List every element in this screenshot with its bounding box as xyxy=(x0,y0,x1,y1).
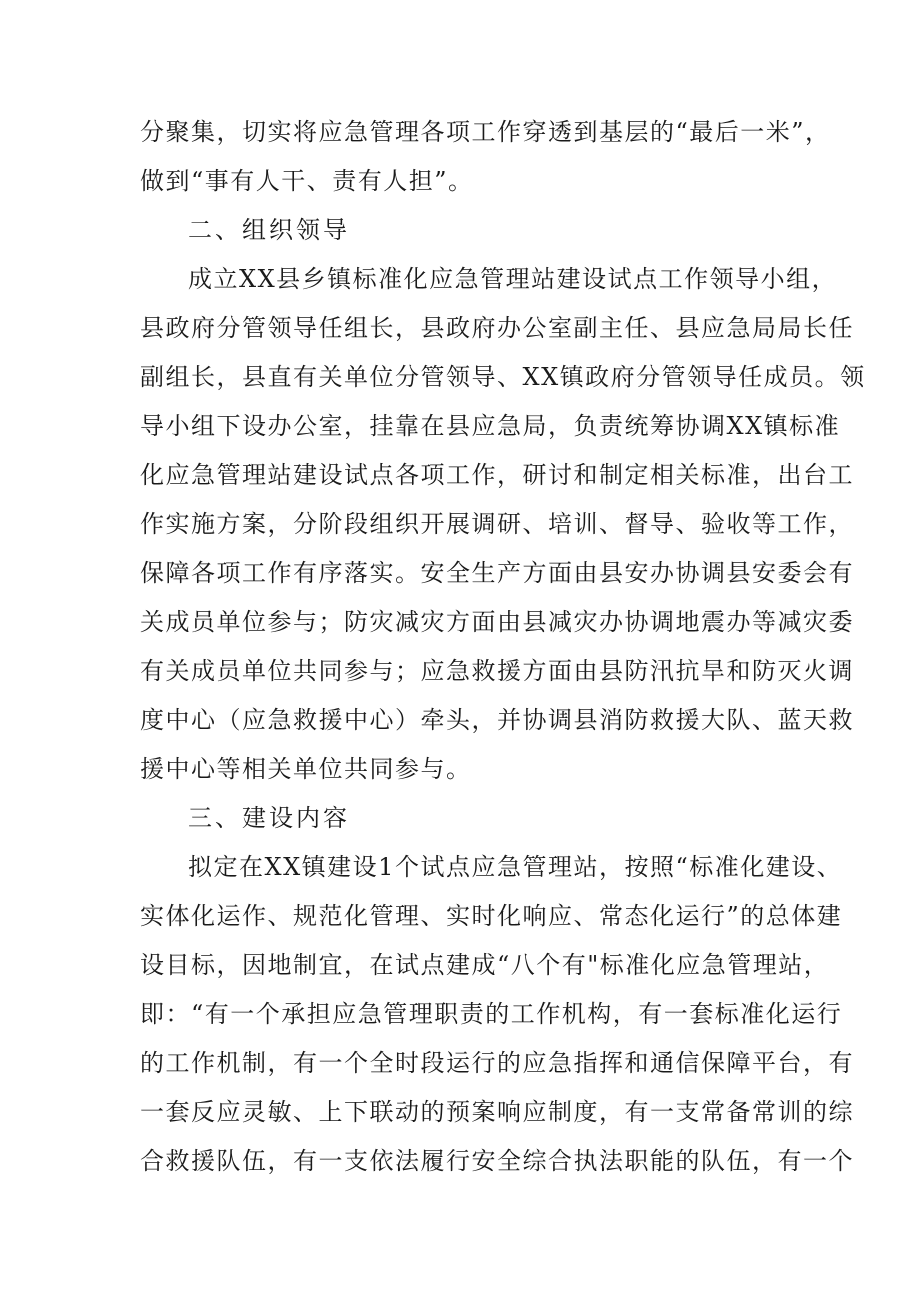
body-text-line: 保障各项工作有序落实。安全生产方面由县安办协调县安委会有 xyxy=(140,559,854,587)
body-text-line: 实体化运作、规范化管理、实时化响应、常态化运行”的总体建 xyxy=(140,902,843,930)
body-text-line: 分聚集，切实将应急管理各项工作穿透到基层的“最后一米”， xyxy=(140,118,831,146)
section-heading-organization: 二、组织领导 xyxy=(188,216,350,244)
body-text-line: 度中心（应急救援中心）牵头，并协调县消防救援大队、蓝天救 xyxy=(140,706,854,734)
body-text-line: 化应急管理站建设试点各项工作，研讨和制定相关标准，出台工 xyxy=(140,461,854,489)
body-text-line: 导小组下设办公室，挂靠在县应急局，负责统筹协调XX镇标准 xyxy=(140,412,841,440)
section-heading-content: 三、建设内容 xyxy=(188,804,350,832)
body-text-line: 设目标，因地制宜，在试点建成“八个有"标准化应急管理站， xyxy=(140,951,830,979)
body-text-line: 即：“有一个承担应急管理职责的工作机构，有一套标准化运行 xyxy=(140,1000,843,1028)
body-text-line: 副组长，县直有关单位分管领导、XX镇政府分管领导任成员。领 xyxy=(140,363,866,391)
body-text-line: 援中心等相关单位共同参与。 xyxy=(140,755,472,783)
body-text-line: 做到“事有人干、责有人担”。 xyxy=(140,167,474,195)
body-text-line: 作实施方案，分阶段组织开展调研、培训、督导、验收等工作， xyxy=(140,510,854,538)
body-text-line: 的工作机制，有一个全时段运行的应急指挥和通信保障平台，有 xyxy=(140,1049,854,1077)
body-text-line: 有关成员单位共同参与；应急救援方面由县防汛抗旱和防灭火调 xyxy=(140,657,854,685)
body-text-line: 关成员单位参与；防灾减灾方面由县减灾办协调地震办等减灾委 xyxy=(140,608,854,636)
body-text-line: 一套反应灵敏、上下联动的预案响应制度，有一支常备常训的综 xyxy=(140,1098,854,1126)
body-text-line: 县政府分管领导任组长，县政府办公室副主任、县应急局局长任 xyxy=(140,314,854,342)
body-text-line: 合救援队伍，有一支依法履行安全综合执法职能的队伍，有一个 xyxy=(140,1147,854,1175)
body-text-line: 拟定在XX镇建设1个试点应急管理站，按照“标准化建设、 xyxy=(188,853,843,881)
body-text-line: 成立XX县乡镇标准化应急管理站建设试点工作领导小组， xyxy=(188,265,838,293)
